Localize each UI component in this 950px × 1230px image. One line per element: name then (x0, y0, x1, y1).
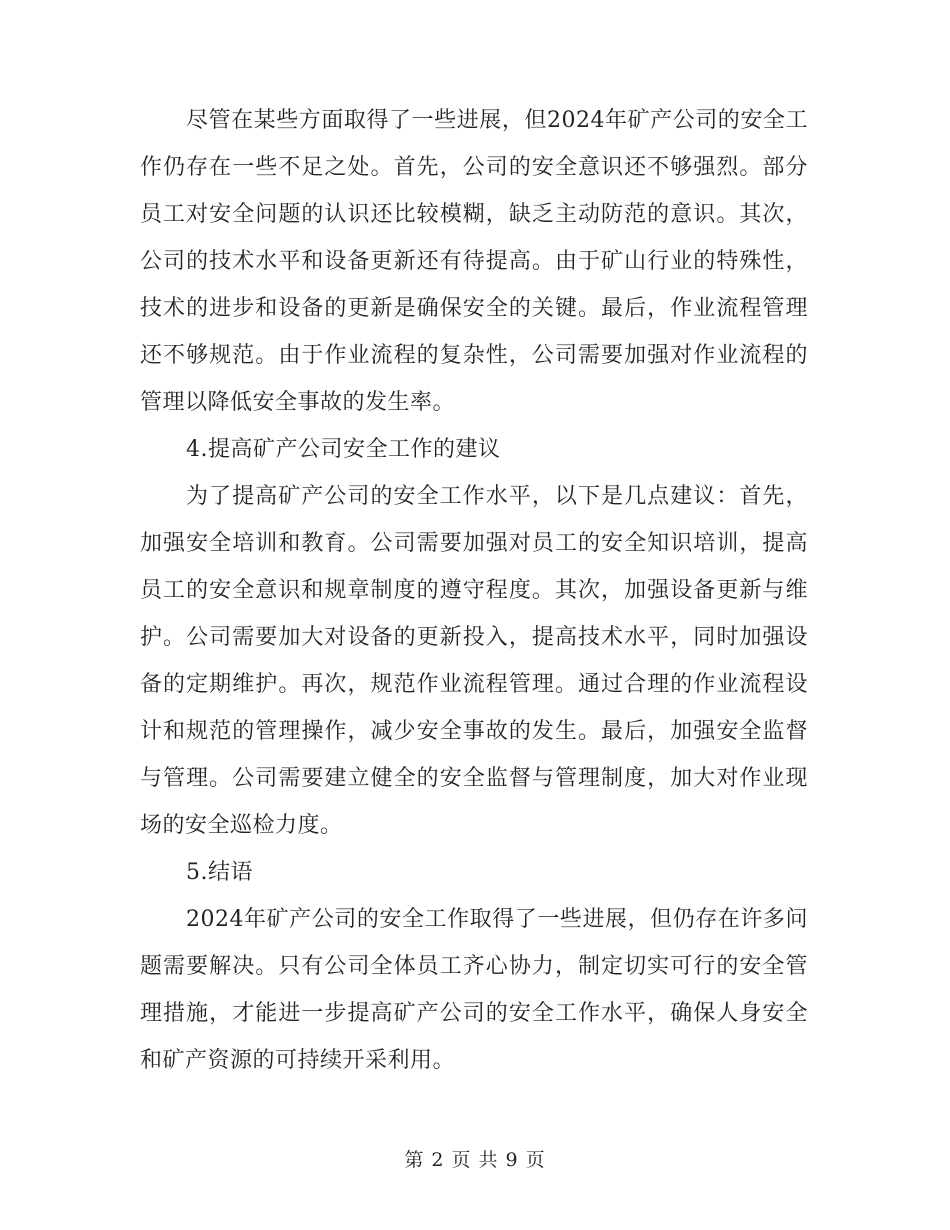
document-body (140, 97, 808, 1084)
section-heading-suggestions: 4.提高矿产公司安全工作的建议 (186, 437, 501, 462)
section-heading-conclusion: 5.结语 (186, 860, 253, 885)
page-number-footer: 第 2 页 共 9 页 (404, 1149, 546, 1171)
paragraph-shortcomings: 尽管在某些方面取得了一些进展，但2024年矿产公司的安全工作仍存在一些不足之处。首先，公司的安全意识还不够强烈。部分员工对安全问题的认识还比较模糊，缺乏主动防范的意识。其次，公司的技术水平和设备更新还有待提高。由于矿山行业的特殊性，技术的进步和设备的更新是确保安全的关键。最后，作业流程管理还不够规范。由于作业流程的复杂性，公司需要加强对作业流程的管理以降低安全事故的发生率。 (140, 108, 808, 415)
paragraph-suggestions: 为了提高矿产公司的安全工作水平，以下是几点建议：首先，加强安全培训和教育。公司需要加强对员工的安全知识培训，提高员工的安全意识和规章制度的遵守程度。其次，加强设备更新与维护。公司需要加大对设备的更新投入，提高技术水平，同时加强设备的定期维护。再次，规范作业流程管理。通过合理的作业流程设计和规范的管理操作，减少安全事故的发生。最后，加强安全监督与管理。公司需要建立健全的安全监督与管理制度，加大对作业现场的安全巡检力度。 (140, 484, 808, 838)
paragraph-conclusion: 2024年矿产公司的安全工作取得了一些进展，但仍存在许多问题需要解决。只有公司全体员工齐心协力，制定切实可行的安全管理措施，才能进一步提高矿产公司的安全工作水平，确保人身安全和矿产资源的可持续开采利用。 (140, 907, 808, 1073)
